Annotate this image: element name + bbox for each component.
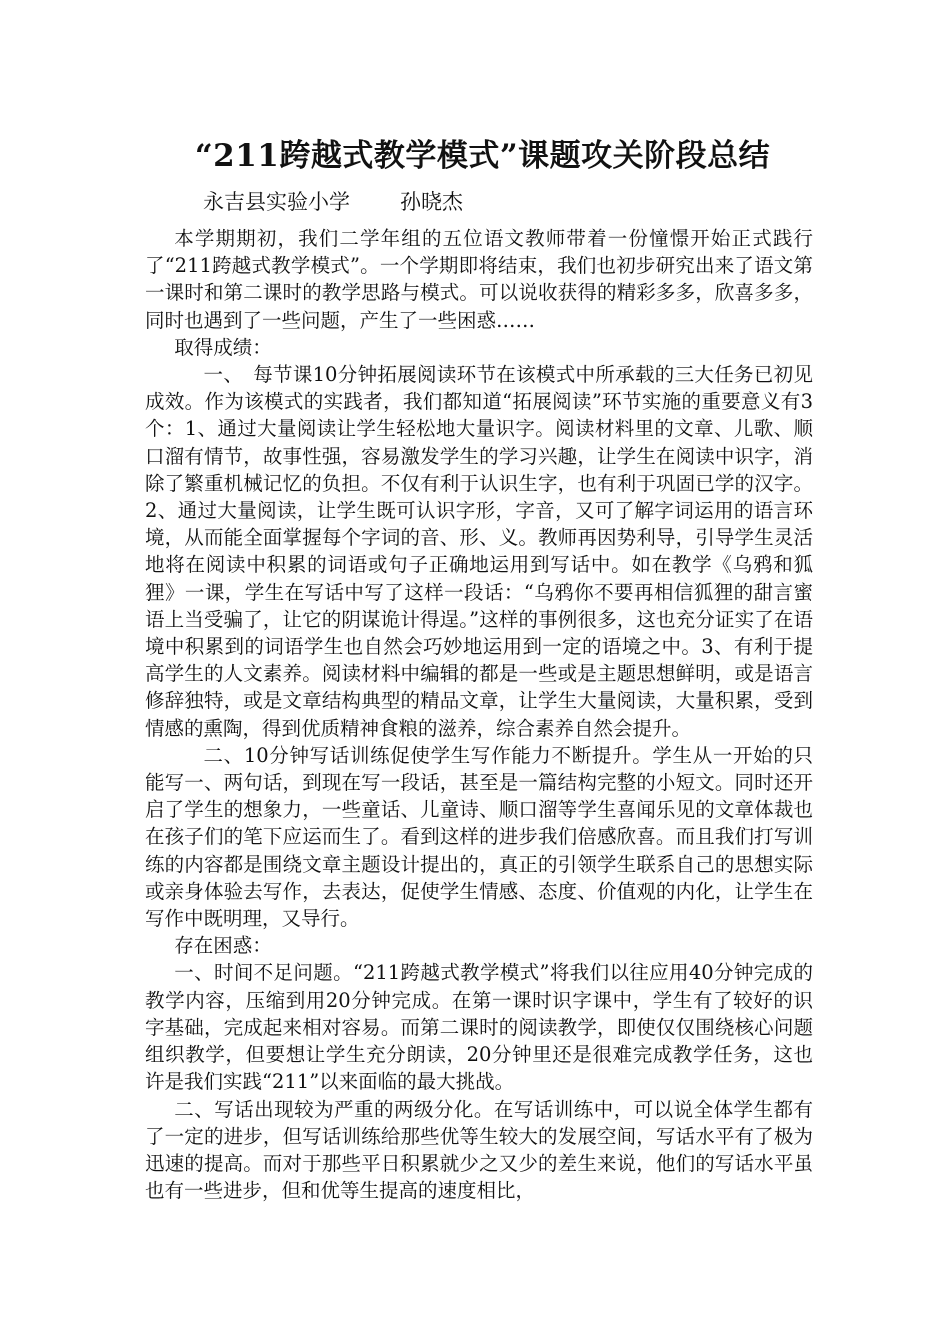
problem-paragraph-1: 一、时间不足问题。“211跨越式教学模式”将我们以往应用40分钟完成的教学内容，压缩到用20分钟完成。在第一课时识字课中，学生有了较好的识字基础，完成起来相对容易。而第二课时的阅读教学，即使仅仅围绕核心问题组织教学，但要想让学生充分朗读，20分钟里还是很难完成教学任务，这也许是我们实践“211”以来面临的最大挑战。	[145, 961, 813, 1094]
document-title: “211跨越式教学模式”课题攻关阶段总结	[194, 138, 771, 174]
intro-paragraph: 本学期期初，我们二学年组的五位语文教师带着一份憧憬开始正式践行了“211跨越式教学模式”。一个学期即将结束，我们也初步研究出来了语文第一课时和第二课时的教学思路与模式。可以说收获得的精彩多多，欣喜多多，同时也遇到了一些问题，产生了一些困惑……	[145, 227, 813, 332]
document-body	[145, 225, 813, 1204]
achievement-paragraph-2: 二、10分钟写话训练促使学生写作能力不断提升。学生从一开始的只能写一、两句话，到现在写一段话，甚至是一篇结构完整的小短文。同时还开启了学生的想象力，一些童话、儿童诗、顺口溜等学生喜闻乐见的文章体裁也在孩子们的笔下应运而生了。看到这样的进步我们倍感欣喜。而且我们打写训练的内容都是围绕文章主题设计提出的，真正的引领学生联系自己的思想实际或亲身体验去写作，去表达，促使学生情感、态度、价值观的内化，让学生在写作中既明理，又导行。	[145, 743, 813, 931]
problem-paragraph-2: 二、写话出现较为严重的两级分化。在写话训练中，可以说全体学生都有了一定的进步，但写话训练给那些优等生较大的发展空间，写话水平有了极为迅速的提高。而对于那些平日积累就少之又少的差生来说，他们的写话水平虽也有一些进步，但和优等生提高的速度相比，	[145, 1097, 813, 1203]
author-name: 孙晓杰	[400, 190, 463, 214]
school-name: 永吉县实验小学	[203, 190, 350, 214]
section-heading-problems: 存在困惑：	[174, 934, 272, 958]
section-heading-achievements: 取得成绩：	[174, 335, 272, 359]
achievement-paragraph-1: 一、 每节课10分钟拓展阅读环节在该模式中所承载的三大任务已初见成效。作为该模式的实践者，我们都知道“拓展阅读”环节实施的重要意义有3个：1、通过大量阅读让学生轻松地大量识字。阅读材料里的文章、儿歌、顺口溜有情节，故事性强，容易激发学生的学习兴趣，让学生在阅读中识字，消除了繁重机械记忆的负担。不仅有利于认识生字，也有利于巩固已学的汉字。2、通过大量阅读，让学生既可认识字形，字音，又可了解字词运用的语言环境，从而能全面掌握每个字词的音、形、义。教师再因势利导，引导学生灵活地将在阅读中积累的词语或句子正确地运用到写话中。如在教学《乌鸦和狐狸》一课，学生在写话中写了这样一段话：“乌鸦你不要再相信狐狸的甜言蜜语上当受骗了，让它的阴谋诡计得逞。”这样的事例很多，这也充分证实了在语境中积累到的词语学生也自然会巧妙地运用到一定的语境之中。3、有利于提高学生的人文素养。阅读材料中编辑的都是一些或是主题思想鲜明，或是语言修辞独特，或是文章结构典型的精品文章，让学生大量阅读，大量积累，受到情感的熏陶，得到优质精神食粮的滋养，综合素养自然会提升。	[145, 363, 813, 740]
byline	[203, 186, 463, 216]
